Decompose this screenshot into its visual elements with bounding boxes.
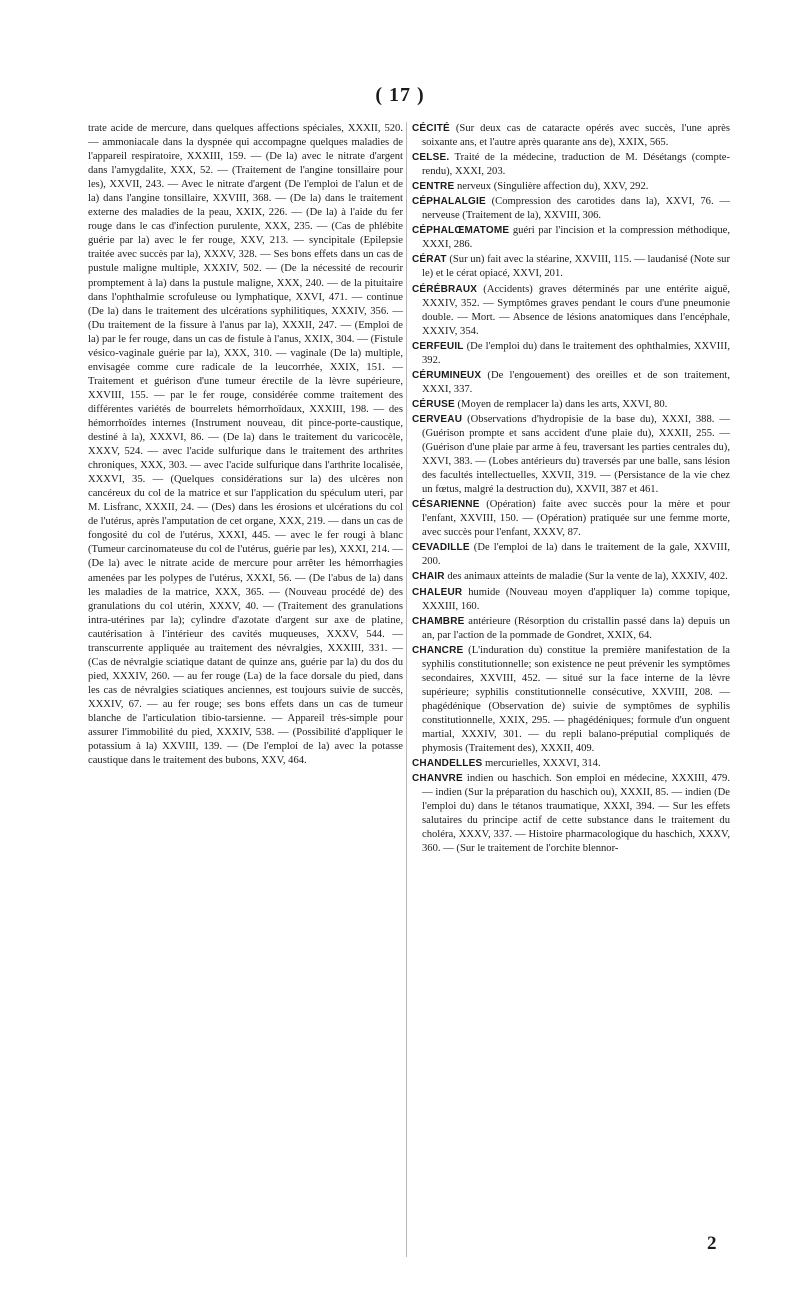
entry-text: Traité de la médecine, traduction de M. Désétangs (compte-rendu), XXXI, 203. (422, 152, 730, 178)
page-number: ( 17 ) (375, 84, 425, 106)
index-entry (412, 398, 730, 412)
entry-text: nerveux (Singulière affection du), XXV, 292. (454, 181, 649, 193)
index-entry (412, 413, 730, 497)
entry-text: humide (Nouveau moyen d'appliquer la) comme topique, XXXIII, 160. (422, 586, 730, 612)
index-entry (412, 151, 730, 179)
entry-text: (Observations d'hydropisie de la base du), XXXI, 388. — (Guérison prompte et sans accident d'une plaie du), XXXII, 255. — (Guérison d'une plaie par arme à feu, traversant les parties centrales du), XXVI, 383. — (Lobes antérieurs du) traversés par une balle, sans lésion des facultés intellectuelles, XXVII, 319. — (Persistance de la vie chez un fœtus, malgré la destruction du), XXVII, 387 et 461. (422, 413, 730, 496)
entry-text: mercurielles, XXXVI, 314. (482, 758, 601, 770)
entry-headword: CELSE. (412, 152, 450, 164)
continued-entry-text: trate acide de mercure, dans quelques affections spéciales, XXXII, 520. — ammoniacale dans la dyspnée qui accompagne quelques maladies de l'appareil respiratoire, XXXIII, 159. — (De la) avec le nitrate d'argent dans l'amygdalite, XXX, 52. — (Traitement de l'angine tonsillaire pour les), XXVII, 243. — Avec le nitrate d'argent (De l'emploi de l'alun et de la) dans l'angine tonsillaire, XXVIII, 368. — (De la) dans le traitement externe des maladies de la peau, XXIX, 226. — (De la) à l'aide du fer rouge dans le cas d'infection purulente, XXX, 235. — (Cas de phlébite guérie par la) avec le fer rouge, XXV, 213. — syncipitale (Epilepsie traitée avec succès par la), XXXV, 328. — Ses bons effets dans un cas de pustule maligne multiple, XXXIV, 502. — (De la nécessité de recourir promptement à la) dans la pustule maligne, XXX, 240. — de la pituitaire dans l'ophthalmie scrofuleuse ou lymphatique, XXVI, 471. — continue (De la) dans le traitement des ulcérations syphilitiques, XXXIV, 356. — (Du traitement de la fissure à l'anus par la), XXXII, 247. — (Emploi de la) par le fer rouge, dans un cas de fistule à l'anus, XXIX, 304. — (Fistule vésico-vaginale guérie par la), XXX, 310. — vaginale (De la) multiple, envisagée comme cure radicale de la leucorrhée, XXIX, 151. — Traitement et guérison d'une tumeur érectile de la lèvre supérieure, XXVIII, 155. — par le fer rouge, considérée comme traitement des différentes variétés de bourrelets hémorrhoïdaux, XXXIII, 198. — des hémorrhoïdes internes (Instrument nouveau, dit pince-porte-caustique, destiné à la), XXXVI, 86. — (De la) dans le traitement du varicocèle, XXXV, 524. — avec l'acide sulfurique dans le traitement des arthrites chroniques, XXX, 303. — avec l'acide sulfurique dans l'arthrite localisée, XXXVI, 35. — (Quelques considérations sur la) des ulcères non cancéreux du col de la matrice et sur l'application du spéculum uteri, par M. Lisfranc, XXXII, 24. — (Des) dans les érosions et ulcérations du col de l'utérus, après l'amputation de cet organe, XXX, 219. — dans un cas de fongosité du col de l'utérus, XXXI, 445. — avec le fer rougi à blanc (Tumeur carcinomateuse du col de l'utérus, guérie par les), XXXI, 214. — (De la) avec le nitrate acide de mercure pour arrêter les hémorrhagies amenées par les polypes de l'utérus, XXXI, 56. — (De l'abus de la) dans les maladies de la matrice, XXX, 365. — (Nouveau procédé de) des granulations du col utérin, XXXV, 40. — (Traitement des granulations intra-utérines par la); cylindre d'azotate d'argent sur axe de platine, cautérisation à l'intérieur des cavités muqueuses, XXXV, 544. — transcurrente appliquée au traitement des névralgies, XXXIII, 331. — (Cas de névralgie sciatique datant de quinze ans, guérie par la) du dos du pied, XXXIV, 260. — au fer rouge (La) de la face dorsale du pied, dans les cas de névralgies sciatiques anciennes, est toujours suivie de succès, XXXIV, 67. — au fer rouge; ses bons effets dans un cas de tumeur blanche de l'articulation tibio-tarsienne. — Appareil très-simple pour assurer l'immobilité du pied, XXXIV, 538. — (Possibilité d'appliquer le potassium à la) XXVIII, 139. — (De l'emploi de la) avec la potasse caustique dans le traitement des bubons, XXV, 464. (88, 123, 403, 767)
entry-text: (Compression des carotides dans la), XXVI, 76. — nerveuse (Traitement de la), XXVIII, 306. (422, 196, 730, 222)
entry-headword: CHAMBRE (412, 615, 465, 627)
entry-headword: CEVADILLE (412, 542, 470, 554)
signature-mark: 2 (707, 1233, 717, 1254)
entry-headword: CHANDELLES (412, 758, 483, 770)
entry-text: antérieure (Résorption du cristallin passé dans la) depuis un an, par l'action de la pommade de Gondret, XXIX, 64. (422, 615, 730, 641)
entry-headword: CÉRUMINEUX (412, 369, 482, 381)
column-divider (406, 122, 407, 1257)
entry-text: (Moyen de remplacer la) dans les arts, XXVI, 80. (454, 398, 668, 410)
entry-headword: CÉCITÉ (412, 123, 450, 134)
entry-headword: CHALEUR (412, 586, 463, 598)
entry-text: (Sur deux cas de cataracte opérés avec succès, l'une après soixante ans, et l'autre après quarante ans de), XXIX, 565. (422, 123, 730, 149)
index-entry (412, 570, 730, 584)
entry-headword: CHANCRE (412, 644, 464, 656)
index-entry (412, 541, 730, 569)
entry-text: (De l'emploi de la) dans le traitement de la gale, XXVIII, 200. (422, 542, 730, 568)
entry-headword: CÉPHALALGIE (412, 196, 486, 208)
index-entry (412, 615, 730, 643)
index-entry (412, 498, 730, 540)
entry-text: (Opération) faite avec succès pour la mère et pour l'enfant, XXVIII, 150. — (Opération) pratiquée sur une femme morte, avec succès pour l'enfant, XXXV, 87. (422, 499, 730, 539)
index-entry (412, 122, 730, 150)
index-entry (412, 586, 730, 614)
index-entry (412, 644, 730, 756)
entry-text: (De l'engouement) des oreilles et de son traitement, XXXI, 337. (422, 369, 730, 395)
index-entry (412, 224, 730, 252)
entry-headword: CÉRAT (412, 254, 447, 266)
entry-text: (Sur un) fait avec la stéarine, XXVIII, 115. — laudanisé (Note sur le) et le cérat opiacé, XXVI, 201. (422, 254, 730, 280)
index-entry (412, 283, 730, 339)
entry-headword: CÉSARIENNE (412, 499, 480, 511)
entry-text: (De l'emploi du) dans le traitement des ophthalmies, XXVIII, 392. (422, 340, 730, 366)
right-column (412, 122, 730, 857)
index-entry (412, 369, 730, 397)
entry-text: indien ou haschich. Son emploi en médecine, XXXIII, 479. — indien (Sur la préparation du haschich ou), XXXII, 85. — indien (De l'emploi du) dans le tétanos traumatique, XXXI, 394. — Sur les effets salutaires du principe actif de cette substance dans le traitement du choléra, XXXV, 337. — Histoire pharmacologique du haschich, XXXV, 360. — (Sur le traitement de l'orchite blennor- (422, 773, 730, 855)
entry-headword: CERFEUIL (412, 340, 464, 352)
entry-headword: CÉPHALŒMATOME (412, 225, 510, 237)
entry-text: des animaux atteints de maladie (Sur la vente de la), XXXIV, 402. (444, 571, 728, 583)
entry-text: (L'induration du) constitue la première manifestation de la syphilis constitutionnelle; son existence ne peut prévenir les symptômes secondaires, XXVIII, 452. — situé sur la face interne de la lèvre supérieure; syphilis constitutionnelle consécutive, XXVIII, 208. — phagédénique (Observation de) suivie de symptômes de syphilis constitutionnelle, XXIX, 295. — phagédéniques; formule d'un onguent martial, XXXIV, 301. — du repli balano-préputial compliqués de phymosis (Traitement des), XXXII, 409. (422, 644, 730, 755)
entry-headword: CENTRE (412, 181, 455, 193)
left-column (88, 122, 403, 769)
index-entry (412, 772, 730, 856)
entry-headword: CHAIR (412, 571, 445, 583)
index-entry (412, 195, 730, 223)
index-entry (412, 757, 730, 771)
entry-headword: CÉRÉBRAUX (412, 283, 478, 295)
entry-headword: CHANVRE (412, 773, 463, 785)
entry-headword: CÉRUSE (412, 398, 455, 410)
entry-headword: CERVEAU (412, 413, 463, 425)
index-entry (412, 180, 730, 194)
index-entry (412, 340, 730, 368)
entry-text: guéri par l'incision et la compression méthodique, XXXI, 286. (422, 225, 730, 251)
index-entry (412, 253, 730, 281)
entry-text: (Accidents) graves déterminés par une entérite aiguë, XXXIV, 352. — Symptômes graves pendant le cours d'une pneumonie double. — Mort. — Absence de lésions anatomiques dans l'encéphale, XXXIV, 354. (422, 283, 730, 337)
